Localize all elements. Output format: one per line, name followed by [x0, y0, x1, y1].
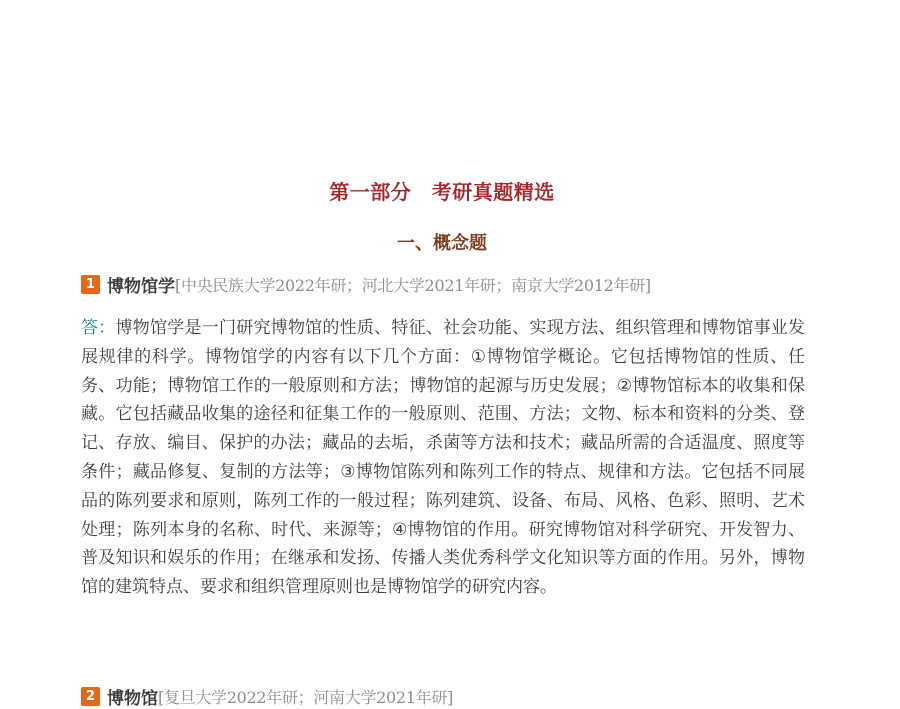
section-title: 一、概念题: [397, 233, 487, 254]
question-number-badge: 2: [81, 687, 100, 706]
answer-label: 答：: [81, 318, 116, 338]
question-term: 博物馆: [107, 688, 158, 709]
question-source: [中央民族大学2022年研；河北大学2021年研；南京大学2012年研]: [175, 275, 651, 295]
question-heading: [81, 272, 821, 296]
question-source: [复旦大学2022年研；河南大学2021年研]: [158, 687, 454, 707]
question-number-badge: 1: [81, 275, 100, 294]
question-heading: [81, 684, 821, 708]
question-term: 博物馆学: [107, 276, 175, 297]
part-title: 第一部分 考研真题精选: [329, 180, 555, 204]
answer-paragraph: [81, 314, 805, 602]
answer-text: 博物馆学是一门研究博物馆的性质、特征、社会功能、实现方法、组织管理和博物馆事业发展规律的科学。博物馆学的内容有以下几个方面：①博物馆学概论。它包括博物馆的性质、任务、功能；博物馆工作的一般原则和方法；博物馆的起源与历史发展；②博物馆标本的收集和保藏。它包括藏品收集的途径和征集工作的一般原则、范围、方法；文物、标本和资料的分类、登记、存放、编目、保护的办法；藏品的去垢，杀菌等方法和技术；藏品所需的合适温度、照度等条件；藏品修复、复制的方法等；③博物馆陈列和陈列工作的特点、规律和方法。它包括不同展品的陈列要求和原则，陈列工作的一般过程；陈列建筑、设备、布局、风格、色彩、照明、艺术处理；陈列本身的名称、时代、来源等；④博物馆的作用。研究博物馆对科学研究、开发智力、普及知识和娱乐的作用；在继承和发扬、传播人类优秀科学文化知识等方面的作用。另外，博物馆的建筑特点、要求和组织管理原则也是博物馆学的研究内容。: [81, 318, 806, 598]
